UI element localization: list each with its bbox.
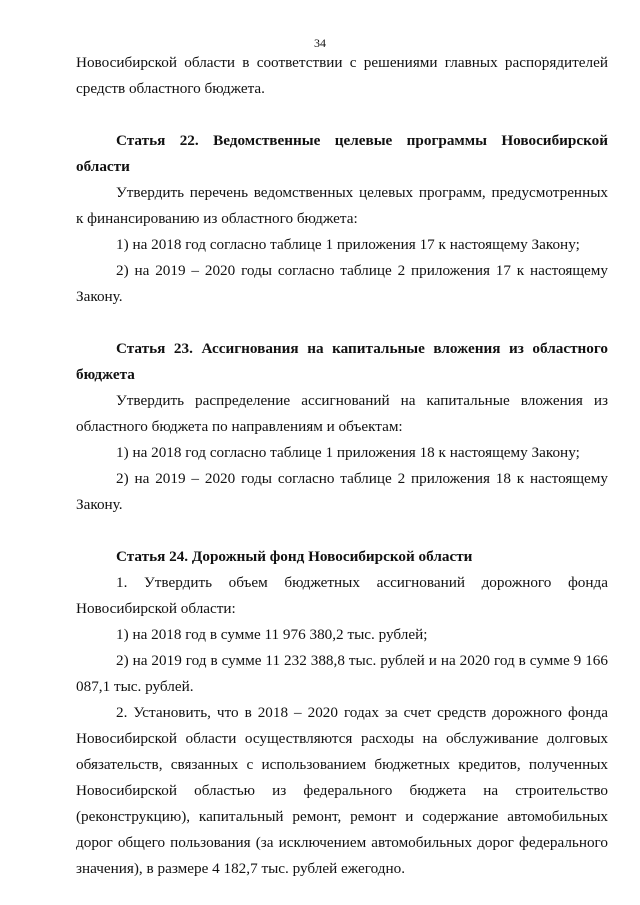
- article-22-paragraph-3: 2) на 2019 – 2020 годы согласно таблице 2 приложения 17 к настоящему Закону.: [76, 262, 608, 305]
- article-24-paragraph-4: 2. Установить, что в 2018 – 2020 годах за счет средств дорожного фонда Новосибирской области осуществляются расходы на обслуживание долговых обязательств, связанных с использованием бюджетных кредитов, полученных Новосибирской областью из федерального бюджета на строительство (реконструкцию), капитальный ремонт, ремонт и содержание автомобильных дорог общего пользования (за исключением автомобильных дорог федерального значения), в размере 4 182,7 тыс. рублей ежегодно.: [76, 704, 608, 877]
- article-22-heading: Статья 22. Ведомственные целевые программы Новосибирской области: [76, 132, 608, 175]
- article-23-paragraph-3: 2) на 2019 – 2020 годы согласно таблице 2 приложения 18 к настоящему Закону.: [76, 470, 608, 513]
- article-24-paragraph-2: 1) на 2018 год в сумме 11 976 380,2 тыс. рублей;: [116, 626, 428, 643]
- article-23-paragraph-2: 1) на 2018 год согласно таблице 1 приложения 18 к настоящему Закону;: [116, 444, 580, 461]
- article-23-heading: Статья 23. Ассигнования на капитальные вложения из областного бюджета: [76, 340, 608, 383]
- article-24-paragraph-1: 1. Утвердить объем бюджетных ассигнований дорожного фонда Новосибирской области:: [76, 574, 608, 617]
- page-number: 34: [314, 36, 326, 50]
- article-24-heading: Статья 24. Дорожный фонд Новосибирской области: [116, 548, 473, 565]
- document-body: [76, 50, 608, 882]
- article-23-paragraph-1: Утвердить распределение ассигнований на капитальные вложения из областного бюджета по направлениям и объектам:: [76, 392, 608, 435]
- article-22-paragraph-1: Утвердить перечень ведомственных целевых программ, предусмотренных к финансированию из областного бюджета:: [76, 184, 608, 227]
- article-22-paragraph-2: 1) на 2018 год согласно таблице 1 приложения 17 к настоящему Закону;: [116, 236, 580, 253]
- intro-line-2: средств областного бюджета.: [76, 80, 265, 97]
- article-24-paragraph-3: 2) на 2019 год в сумме 11 232 388,8 тыс. рублей и на 2020 год в сумме 9 166 087,1 тыс. рублей.: [76, 652, 608, 695]
- intro-line-1: Новосибирской области в соответствии с решениями главных распорядителей: [76, 54, 608, 71]
